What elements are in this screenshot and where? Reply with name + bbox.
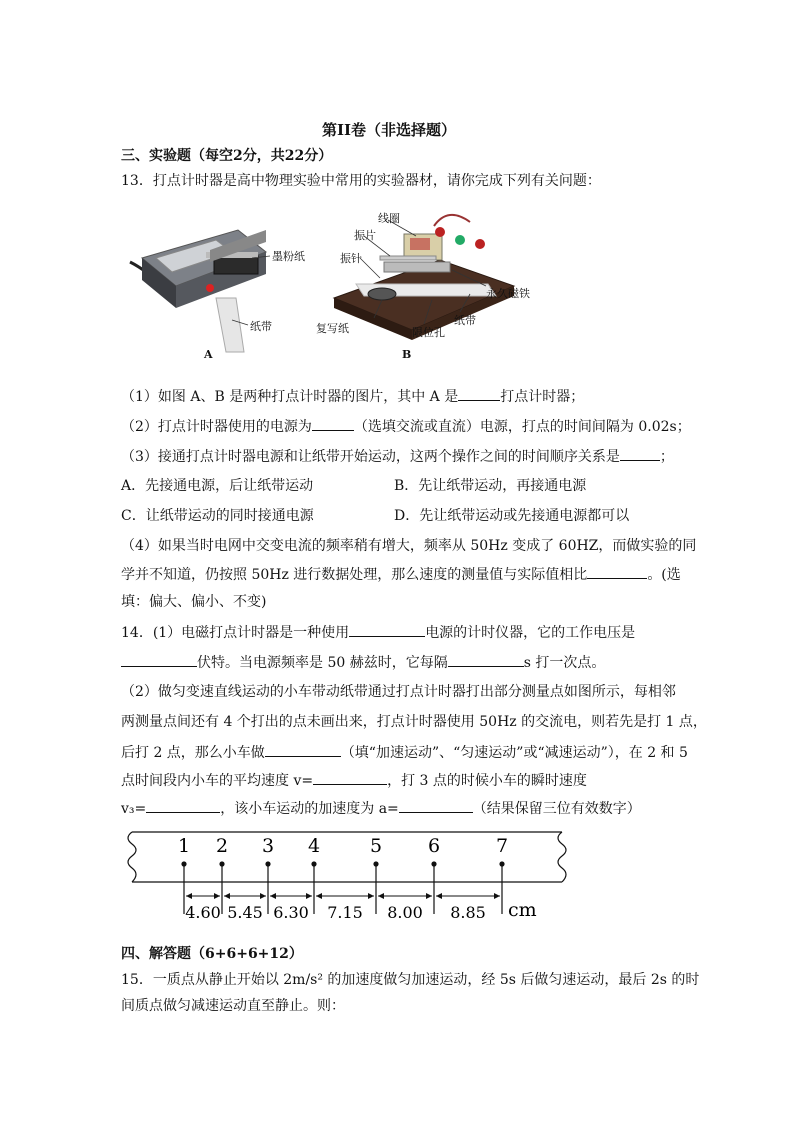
figure-b-caption: B [402, 348, 412, 361]
q13-sub1: （1）如图 A、B 是两种打点计时器的图片，其中 A 是 打点计时器； [121, 386, 584, 407]
label-needle: 振针 [340, 252, 362, 265]
q14-line7: v₃= ，该小车运动的加速度为 a= （结果保留三位有效数字） [121, 798, 641, 819]
arrow-head [494, 893, 500, 899]
q13-option-a: A．先接通电源，后让纸带运动 [121, 478, 314, 494]
tape-right-tear [558, 832, 566, 882]
arrow-head [378, 893, 384, 899]
q14-line4: 两测量点间还有 4 个打出的点未画出来，打点计时器使用 50Hz 的交流电，则若先是打 1 点， [121, 714, 707, 730]
q14-line6: 点时间段内小车的平均速度 v= ，打 3 点的时候小车的瞬时速度 [121, 770, 587, 791]
label-carbon-paper: 复写纸 [316, 322, 349, 335]
point-label: 1 [177, 835, 191, 857]
unit-label: cm [508, 899, 537, 921]
answer-blank[interactable] [399, 798, 473, 813]
q13-option-d: D．先让纸带运动或先接通电源都可以 [394, 508, 630, 524]
label-magnet: 永久磁铁 [486, 287, 530, 300]
figure-a-device [120, 200, 320, 370]
answer-blank[interactable] [146, 798, 220, 813]
arrow-head [224, 893, 230, 899]
q13-sub4-line1: （4）如果当时电网中交变电流的频率稍有增大，频率从 50Hz 变成了 60HZ，而做实验的同 [121, 538, 697, 554]
part3-heading: 三、实验题（每空2分，共22分） [121, 148, 333, 164]
q14-line3: （2）做匀变速直线运动的小车带动纸带通过打点计时器打出部分测量点如图所示，每相邻 [121, 684, 676, 700]
point-label: 2 [215, 835, 229, 857]
tape-left-tear [128, 832, 136, 882]
point-label: 5 [369, 835, 383, 857]
segment-length-label: 6.30 [273, 903, 309, 922]
part4-heading: 四、解答题（6+6+6+12） [121, 946, 303, 962]
q14-line1: 14．(1）电磁打点计时器是一种使用 电源的计时仪器，它的工作电压是 [121, 622, 635, 643]
segment-length-label: 4.60 [185, 903, 221, 922]
q13-sub2: （2）打点计时器使用的电源为 （选填交流或直流）电源，打点的时间间隔为 0.02s； [121, 416, 691, 437]
answer-blank[interactable] [312, 416, 354, 431]
q13-sub3: （3）接通打点计时器电源和让纸带开始运动，这两个操作之间的时间顺序关系是 ； [121, 446, 674, 467]
arrow-head [436, 893, 442, 899]
q15-line2: 间质点做匀减速运动直至静止。则： [121, 998, 345, 1014]
answer-blank[interactable] [587, 564, 647, 579]
answer-blank[interactable] [458, 386, 500, 401]
arrow-head [426, 893, 432, 899]
point-label: 4 [307, 835, 321, 857]
arrow-head [306, 893, 312, 899]
arrow-head [214, 893, 220, 899]
q13-sub4-line2: 学并不知道，仍按照 50Hz 进行数据处理，那么速度的测量值与实际值相比 。(选 [121, 564, 681, 585]
answer-blank[interactable] [265, 742, 341, 757]
label-reed: 振片 [354, 229, 376, 242]
q13-option-b: B．先让纸带运动，再接通电源 [394, 478, 587, 494]
label-limit-hole: 限位孔 [412, 326, 445, 339]
answer-blank[interactable] [620, 446, 660, 461]
q15-line1: 15．一质点从静止开始以 2m/s² 的加速度做匀加速运动，经 5s 后做匀速运动，最后 2s 的时 [121, 972, 700, 988]
figure-a-caption: A [204, 348, 213, 361]
label-ink-paper: 墨粉纸 [272, 250, 305, 263]
arrow-head [316, 893, 322, 899]
q13-option-c: C．让纸带运动的同时接通电源 [121, 508, 314, 524]
label-tape-b: 纸带 [454, 314, 476, 327]
answer-blank[interactable] [448, 652, 524, 667]
point-label: 7 [495, 835, 509, 857]
label-coil: 线圈 [378, 212, 400, 225]
segment-length-label: 7.15 [327, 903, 363, 922]
q13-sub4-line3: 填：偏大、偏小、不变) [121, 594, 267, 610]
section-title: 第II卷（非选择题） [322, 121, 457, 139]
q13-stem: 13．打点计时器是高中物理实验中常用的实验器材，请你完成下列有关问题： [121, 173, 601, 189]
answer-blank[interactable] [349, 622, 425, 637]
arrow-head [260, 893, 266, 899]
arrow-head [368, 893, 374, 899]
label-tape-a: 纸带 [250, 320, 272, 333]
point-label: 3 [261, 835, 275, 857]
q14-line5: 后打 2 点，那么小车做 （填“加速运动”、“匀速运动”或“减速运动”），在 2 和 5 [121, 742, 688, 763]
arrow-head [270, 893, 276, 899]
point-label: 6 [427, 835, 441, 857]
paper-tape-diagram [116, 826, 586, 926]
q14-line2: 伏特。当电源频率是 50 赫兹时，它每隔 s 打一次点。 [121, 652, 605, 673]
answer-blank[interactable] [121, 652, 197, 667]
segment-length-label: 8.00 [387, 903, 423, 922]
answer-blank[interactable] [313, 770, 387, 785]
arrow-head [186, 893, 192, 899]
segment-length-label: 8.85 [450, 903, 486, 922]
segment-length-label: 5.45 [227, 903, 263, 922]
